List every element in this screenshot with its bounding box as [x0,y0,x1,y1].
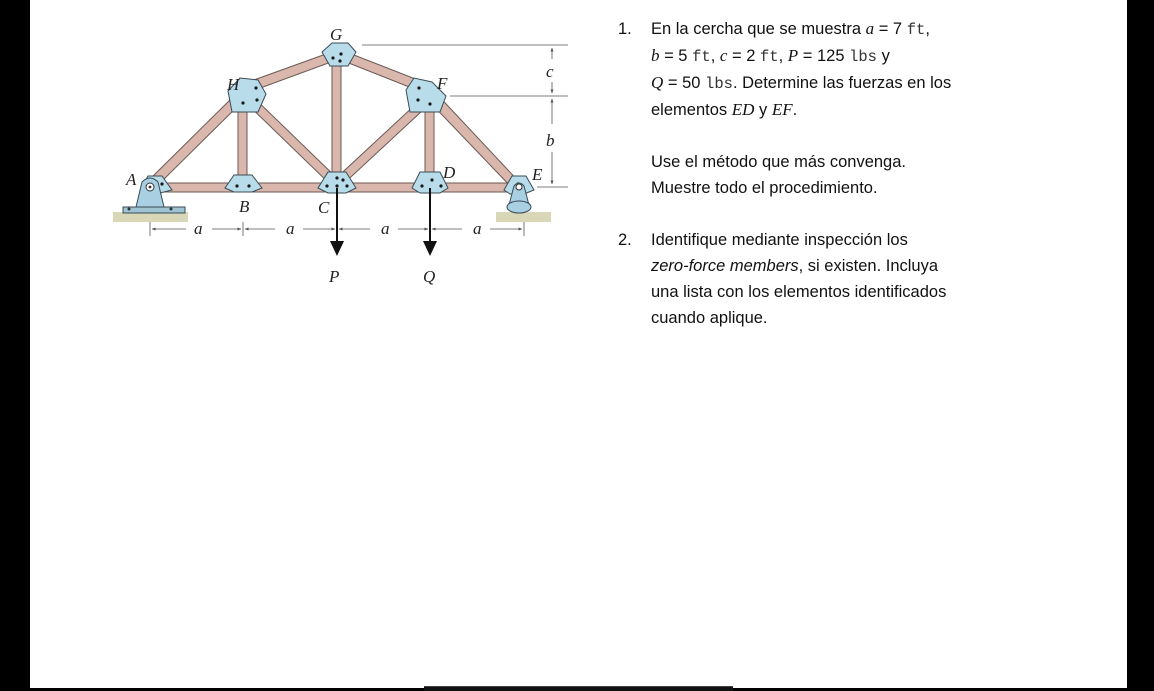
label-dim-b: b [546,131,555,150]
problem-1 [618,16,1018,201]
problem-1-line-3: Q = 50 lbs. Determine las fuerzas en los [651,73,952,93]
problem-2-line-2: zero-force members, si existen. Incluya [651,257,939,275]
problem-2 [618,227,1018,331]
label-joint-D: D [443,163,456,182]
problem-number: 1. [618,20,632,38]
label-joint-E: E [532,165,543,184]
problem-2-line-4: cuando aplique. [651,309,768,327]
label-joint-F: F [437,74,448,93]
label-joint-G: G [330,25,343,44]
problem-1-method-line: Use el método que más convenga. [651,153,906,171]
member-CG [332,55,341,187]
label-dim-a4: a [473,219,482,238]
label-joint-A: A [126,170,137,189]
problem-1-line-1: En la cercha que se muestra a = 7 ft, [651,19,930,39]
problem-1-procedure-line: Muestre todo el procedimiento. [651,179,878,197]
label-dim-a2: a [286,219,295,238]
label-joint-B: B [239,197,250,216]
dimension-lines [150,45,568,236]
problem-number: 2. [618,231,632,249]
load-P [330,188,344,256]
problem-2-line-3: una lista con los elementos identificados [651,283,947,301]
problem-1-line-2: b = 5 ft, c = 2 ft, P = 125 lbs y [651,46,890,66]
label-load-Q: Q [423,267,436,286]
load-Q [423,188,437,256]
ground-right [496,212,551,222]
problem-2-line-1: Identifique mediante inspección los [651,231,908,249]
label-joint-C: C [318,198,330,217]
label-load-P: P [329,267,340,286]
problem-list [618,16,1018,331]
label-dim-a1: a [194,219,203,238]
truss-members [146,50,522,192]
plate-B [225,175,262,192]
label-dim-c: c [546,62,554,81]
label-dim-a3: a [381,219,390,238]
label-joint-H: H [227,75,240,94]
problem-1-line-4: elementos ED y EF. [651,100,798,119]
